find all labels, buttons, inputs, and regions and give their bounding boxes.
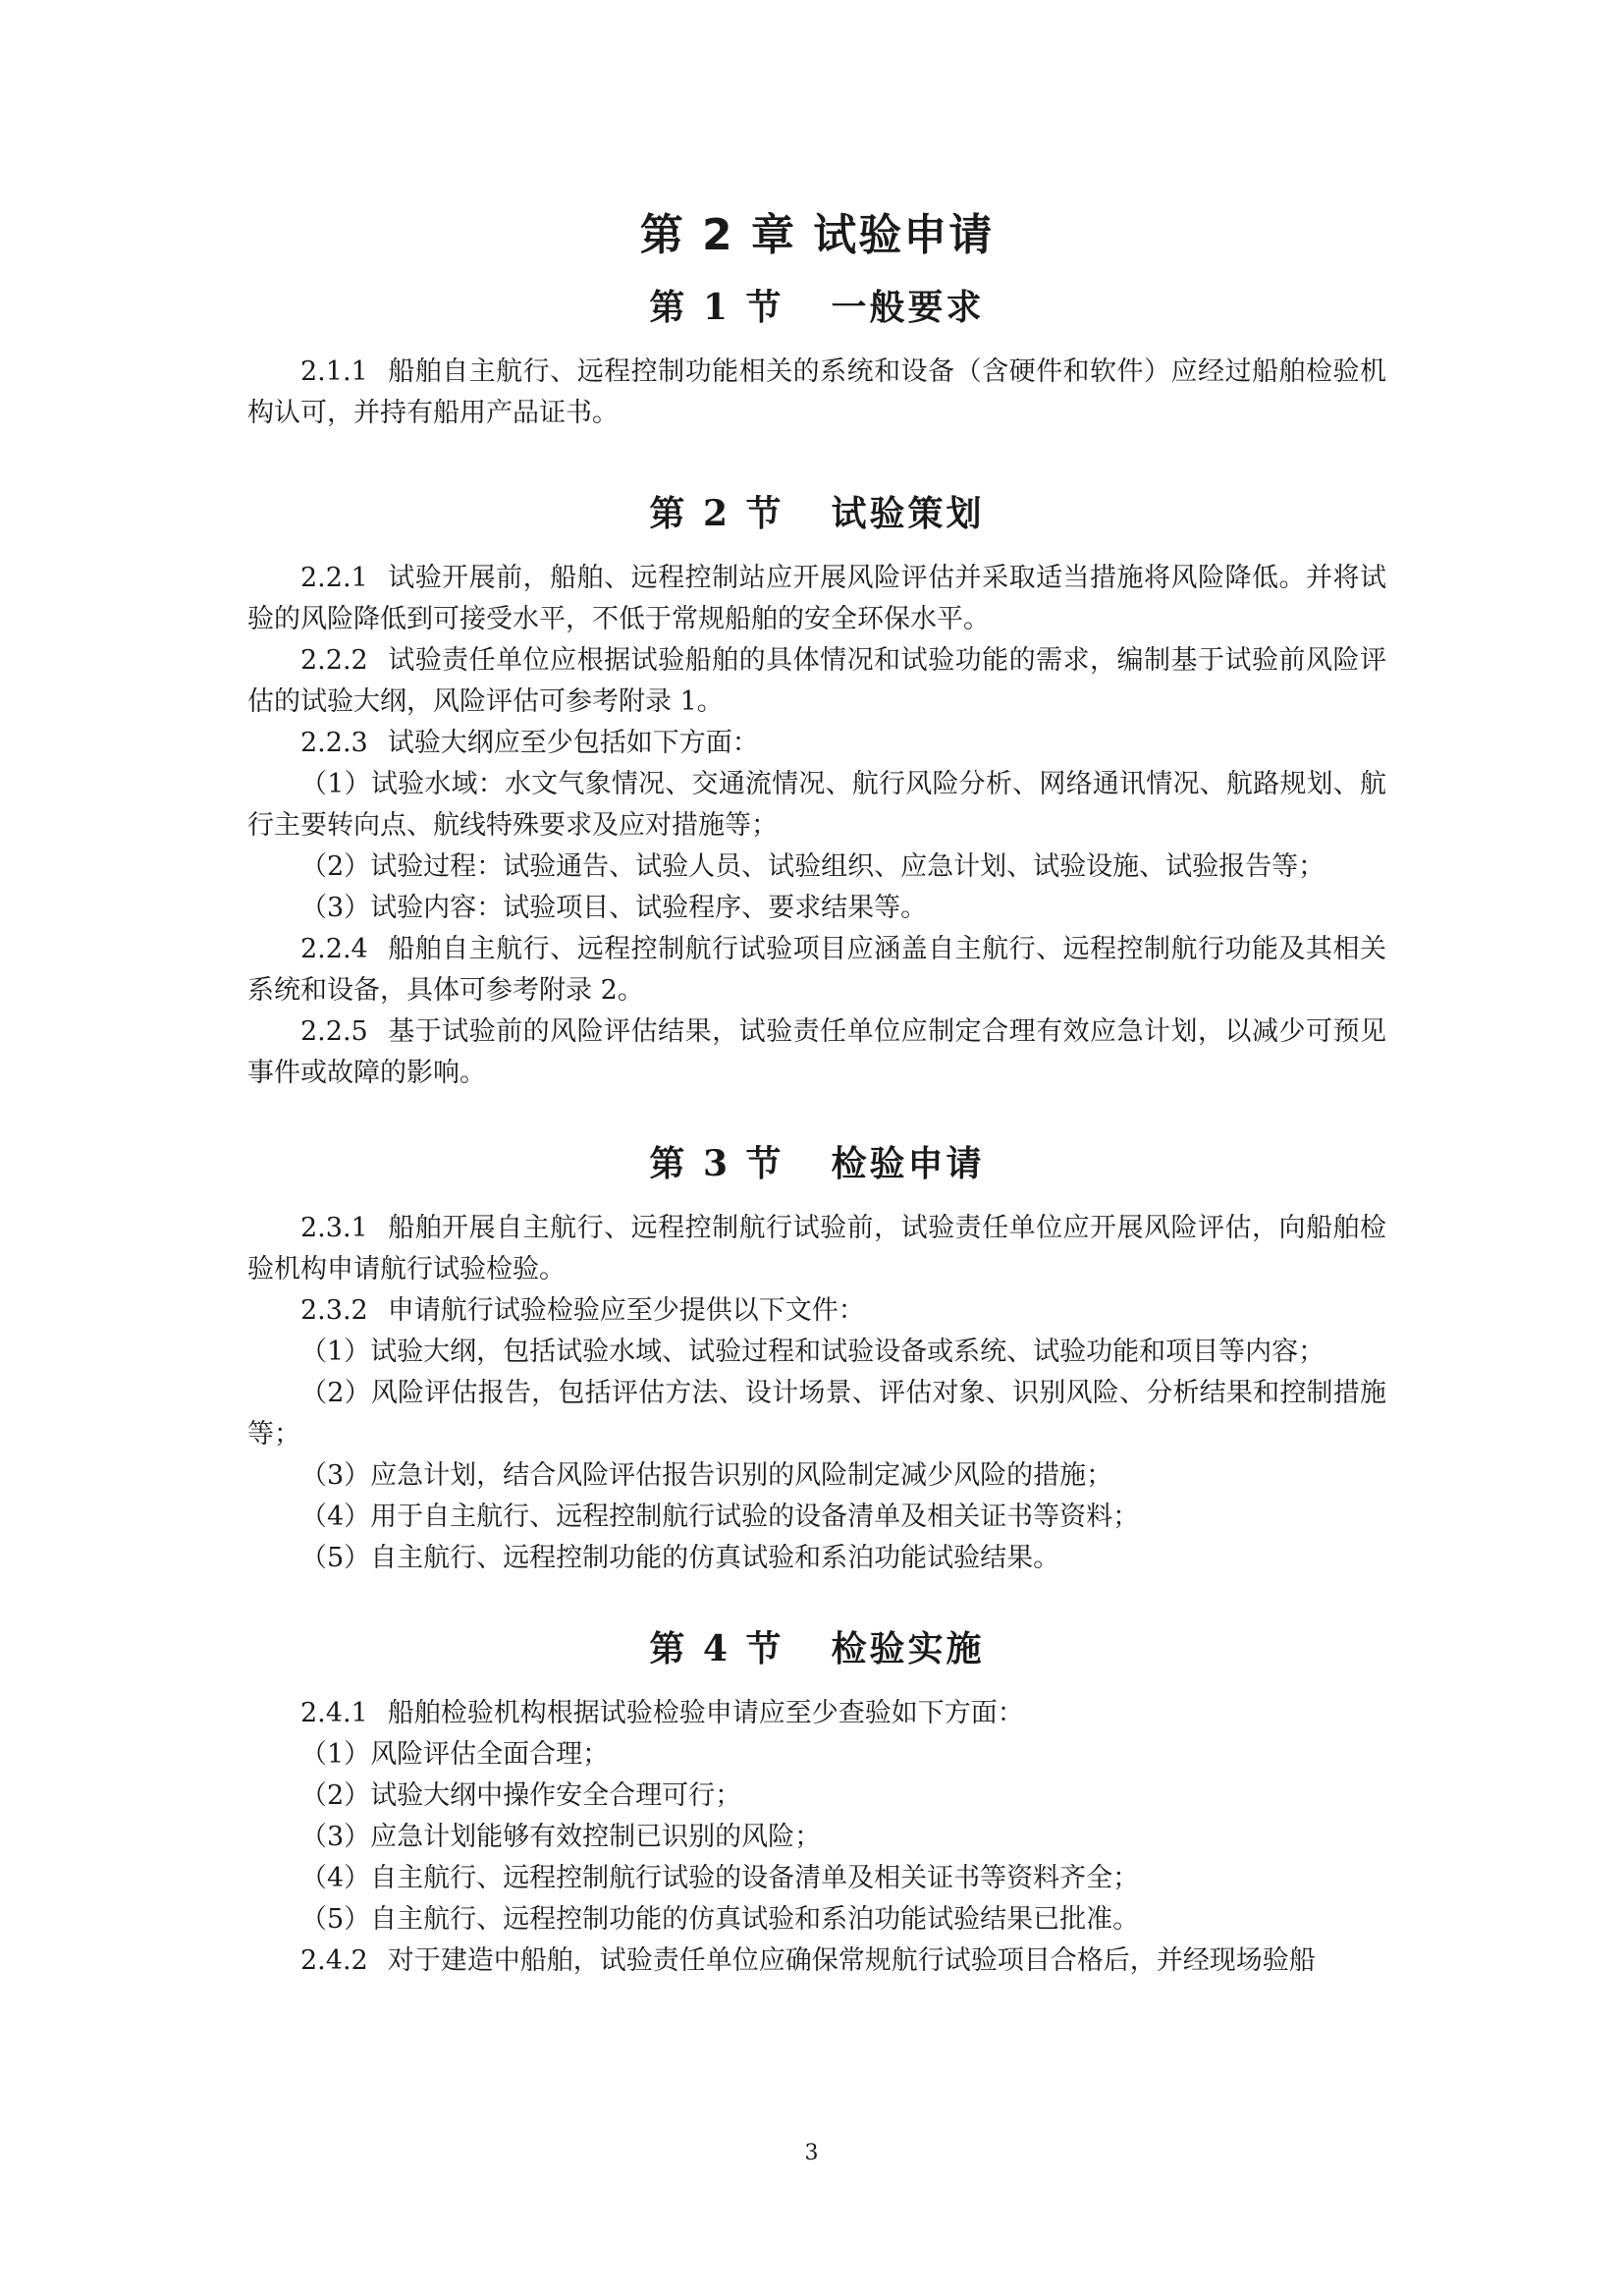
section-heading: 检验申请 (831, 1143, 985, 1184)
clause-2-4-2 (247, 1941, 1386, 1982)
section-number: 第 1 节 (649, 287, 784, 328)
clause-number: 2.3.2 (300, 1295, 368, 1326)
list-item: （3）应急计划，结合风险评估报告识别的风险制定减少风险的措施； (300, 1460, 1113, 1491)
list-item: （4）自主航行、远程控制航行试验的设备清单及相关证书等资料齐全； (300, 1863, 1140, 1893)
clause-number: 2.2.1 (300, 563, 368, 593)
section-2 (247, 489, 1386, 1094)
list-item: （3）应急计划能够有效控制已识别的风险； (300, 1822, 822, 1852)
clause-number: 2.4.1 (300, 1698, 368, 1728)
clause-text: 船舶自主航行、远程控制功能相关的系统和设备（含硬件和软件）应经过船舶检验机构认可，并持有船用产品证书。 (247, 356, 1386, 428)
list-item: （3）试验内容：试验项目、试验程序、要求结果等。 (300, 893, 928, 923)
clause-2-2-3 (247, 723, 1386, 764)
clause-2-3-1 (247, 1208, 1386, 1290)
section-heading: 试验策划 (831, 493, 985, 534)
clause-2-2-1 (247, 558, 1386, 640)
section-title (247, 283, 1386, 332)
clause-2-4-1 (247, 1693, 1386, 1734)
section-number: 第 2 节 (649, 493, 784, 534)
clause-text: 船舶开展自主航行、远程控制航行试验前，试验责任单位应开展风险评估，向船舶检验机构申请航行试验检验。 (247, 1213, 1386, 1285)
clause-number: 2.2.3 (300, 728, 368, 758)
page-content (247, 206, 1386, 2027)
clause-number: 2.2.4 (300, 934, 368, 964)
clause-text: 船舶检验机构根据试验检验申请应至少查验如下方面： (387, 1698, 1024, 1728)
clause-number: 2.2.2 (300, 645, 368, 676)
clause-2-2-4 (247, 929, 1386, 1011)
clause-text: 基于试验前的风险评估结果，试验责任单位应制定合理有效应急计划，以减少可预见事件或故障的影响。 (247, 1016, 1386, 1088)
clause-text: 船舶自主航行、远程控制航行试验项目应涵盖自主航行、远程控制航行功能及其相关系统和设备，具体可参考附录 2。 (247, 934, 1386, 1006)
list-item: （1）试验大纲，包括试验水域、试验过程和试验设备或系统、试验功能和项目等内容； (300, 1337, 1325, 1367)
section-title (247, 1139, 1386, 1188)
list-item: （4）用于自主航行、远程控制航行试验的设备清单及相关证书等资料； (300, 1502, 1140, 1532)
section-title (247, 489, 1386, 538)
clause-text: 试验开展前，船舶、远程控制站应开展风险评估并采取适当措施将风险降低。并将试验的风险降低到可接受水平，不低于常规船舶的安全环保水平。 (247, 563, 1386, 634)
section-heading: 检验实施 (831, 1628, 985, 1669)
section-number: 第 3 节 (649, 1143, 784, 1184)
section-number: 第 4 节 (649, 1628, 784, 1669)
list-item: （1）风险评估全面合理； (300, 1739, 610, 1770)
clause-text: 申请航行试验检验应至少提供以下文件： (387, 1295, 865, 1326)
clause-text: 试验大纲应至少包括如下方面： (387, 728, 759, 758)
list-item: （2）试验大纲中操作安全合理可行； (300, 1780, 742, 1811)
clause-number: 2.4.2 (300, 1945, 368, 1976)
clause-2-3-2 (247, 1290, 1386, 1332)
clause-text: 对于建造中船舶，试验责任单位应确保常规航行试验项目合格后，并经现场验船 (387, 1945, 1316, 1976)
section-1 (247, 283, 1386, 434)
section-3 (247, 1139, 1386, 1579)
list-item: （1）试验水域：水文气象情况、交通流情况、航行风险分析、网络通讯情况、航路规划、航行主要转向点、航线特殊要求及应对措施等； (247, 769, 1386, 841)
clause-number: 2.3.1 (300, 1213, 368, 1243)
section-title (247, 1624, 1386, 1673)
list-item: （2）风险评估报告，包括评估方法、设计场景、评估对象、识别风险、分析结果和控制措施等； (247, 1378, 1386, 1449)
clause-number: 2.2.5 (300, 1016, 368, 1047)
section-4 (247, 1624, 1386, 1982)
list-item: （5）自主航行、远程控制功能的仿真试验和系泊功能试验结果。 (300, 1543, 1060, 1573)
clause-number: 2.1.1 (300, 356, 368, 387)
clause-text: 试验责任单位应根据试验船舶的具体情况和试验功能的需求，编制基于试验前风险评估的试验大纲，风险评估可参考附录 1。 (247, 645, 1386, 717)
list-item: （5）自主航行、远程控制功能的仿真试验和系泊功能试验结果已批准。 (300, 1904, 1140, 1935)
list-item: （2）试验过程：试验通告、试验人员、试验组织、应急计划、试验设施、试验报告等； (300, 851, 1325, 882)
clause-2-2-2 (247, 640, 1386, 723)
chapter-title: 第 2 章 试验申请 (639, 210, 995, 260)
clause-2-1-1 (247, 352, 1386, 434)
section-heading: 一般要求 (831, 287, 985, 328)
page-number: 3 (804, 2141, 819, 2165)
clause-2-2-5 (247, 1011, 1386, 1094)
